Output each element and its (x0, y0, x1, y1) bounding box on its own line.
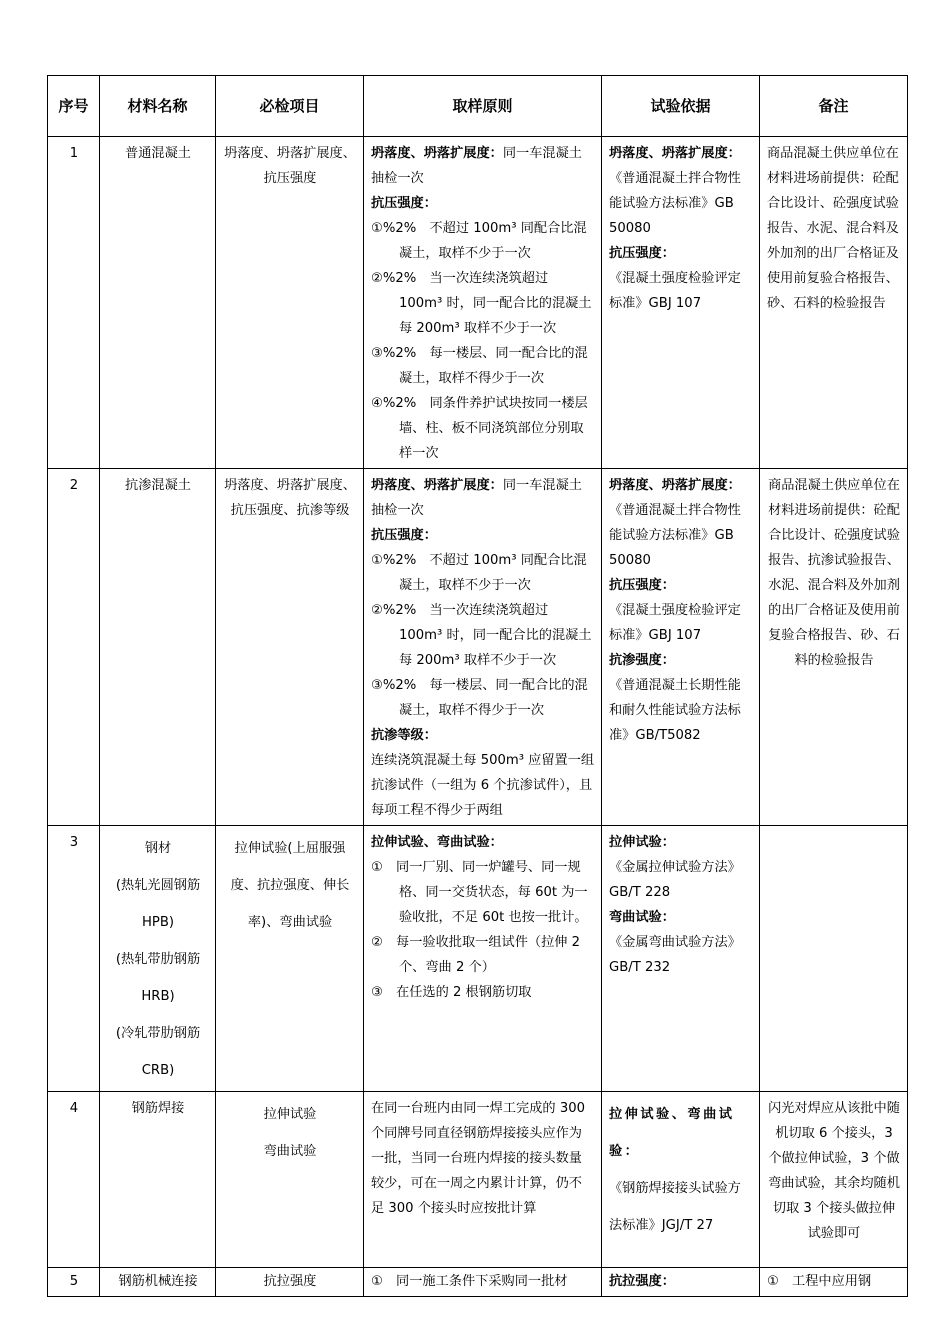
remarks: 闪光对焊应从该批中随机切取 6 个接头，3 个做拉伸试验，3 个做弯曲试验，其余均随机切取 3 个接头做拉伸试验即可 (760, 1092, 908, 1268)
table-header-row (48, 76, 908, 137)
required-tests: 拉伸试验 弯曲试验 (216, 1092, 364, 1268)
sampling-line: ② 每一验收批取一组试件（拉伸 2 个、弯曲 2 个） (371, 935, 581, 975)
test-basis: 抗拉强度： (602, 1268, 760, 1297)
material-name: 钢筋机械连接 (100, 1268, 216, 1297)
sampling-line: 坍落度、坍落扩展度：同一车混凝土抽检一次 (371, 146, 582, 186)
sampling-line: ③%2% 每一楼层、同一配合比的混凝土，取样不得少于一次 (371, 346, 588, 386)
sampling-line: ④%2% 同条件养护试块按同一楼层墙、柱、板不同浇筑部位分别取样一次 (371, 396, 588, 461)
table-row (48, 1268, 908, 1297)
test-basis: 坍落度、坍落扩展度：《普通混凝土拌合物性能试验方法标准》GB 50080 抗压强度： 《混凝土强度检验评定标准》GBJ 107 (602, 137, 760, 469)
sampling-line: ① 同一厂别、同一炉罐号、同一规格、同一交货状态，每 60t 为一验收批，不足 60t 也按一批计。 (371, 860, 588, 925)
sampling-rules (364, 826, 602, 1092)
required-tests: 拉伸试验(上屈服强度、抗拉强度、伸长率)、弯曲试验 (216, 826, 364, 1092)
header-sampling-rules: 取样原则 (364, 76, 602, 137)
row-index: 4 (48, 1092, 100, 1268)
header-required-tests: 必检项目 (216, 76, 364, 137)
sampling-rules: ① 同一施工条件下采购同一批材 (364, 1268, 602, 1297)
sampling-line: ②%2% 当一次连续浇筑超过 100m³ 时，同一配合比的混凝土每 200m³ 取样不少于一次 (371, 603, 592, 668)
required-tests: 抗拉强度 (216, 1268, 364, 1297)
sampling-line: ①%2% 不超过 100m³ 同配合比混凝土，取样不少于一次 (371, 553, 587, 593)
header-index: 序号 (48, 76, 100, 137)
material-name: 抗渗混凝土 (100, 469, 216, 826)
test-basis: 坍落度、坍落扩展度：《普通混凝土拌合物性能试验方法标准》GB 50080 抗压强度： 《混凝土强度检验评定标准》GBJ 107 抗渗强度： 《普通混凝土长期性能和耐久性能试验方法标准》GB/T5082 (602, 469, 760, 826)
sampling-line: ③%2% 每一楼层、同一配合比的混凝土，取样不得少于一次 (371, 678, 588, 718)
test-basis: 拉伸试验： 《金属拉伸试验方法》GB/T 228 弯曲试验： 《金属弯曲试验方法》GB/T 232 (602, 826, 760, 1092)
table-row (48, 1092, 908, 1268)
inspection-table (47, 75, 908, 1297)
material-name: 普通混凝土 (100, 137, 216, 469)
sampling-line: ③ 在任选的 2 根钢筋切取 (371, 985, 532, 1000)
sampling-line: ①%2% 不超过 100m³ 同配合比混凝土，取样不少于一次 (371, 221, 587, 261)
material-name: 钢材 (热轧光圆钢筋 HPB) (热轧带肋钢筋 HRB) (冷轧带肋钢筋 CRB) (100, 826, 216, 1092)
header-test-basis: 试验依据 (602, 76, 760, 137)
sampling-line: ②%2% 当一次连续浇筑超过 100m³ 时，同一配合比的混凝土每 200m³ 取样不少于一次 (371, 271, 592, 336)
sampling-rules: 在同一台班内由同一焊工完成的 300 个同牌号同直径钢筋焊接接头应作为一批，当同一台班内焊接的接头数量较少，可在一周之内累计计算，仍不足 300 个接头时应按批计算 (364, 1092, 602, 1268)
sampling-line: 拉伸试验、弯曲试验： (371, 835, 503, 850)
header-material-name: 材料名称 (100, 76, 216, 137)
remarks (760, 826, 908, 1092)
table-row (48, 826, 908, 1092)
table-row (48, 469, 908, 826)
sampling-line: 抗压强度： (371, 196, 437, 211)
sampling-line: 抗渗等级： (371, 728, 437, 743)
sampling-line: 连续浇筑混凝土每 500m³ 应留置一组抗渗试件（一组为 6 个抗渗试件），且每项工程不得少于两组 (371, 753, 595, 818)
header-remarks: 备注 (760, 76, 908, 137)
remarks: 商品混凝土供应单位在材料进场前提供：砼配合比设计、砼强度试验报告、水泥、混合料及外加剂的出厂合格证及使用前复验合格报告、砂、石料的检验报告 (760, 137, 908, 469)
sampling-line: 抗压强度： (371, 528, 437, 543)
remarks: 商品混凝土供应单位在材料进场前提供：砼配合比设计、砼强度试验报告、抗渗试验报告、水泥、混合料及外加剂的出厂合格证及使用前复验合格报告、砂、石料的检验报告 (760, 469, 908, 826)
material-name: 钢筋焊接 (100, 1092, 216, 1268)
test-basis: 拉伸试验、弯曲试验： 《钢筋焊接接头试验方法标准》JGJ/T 27 (602, 1092, 760, 1268)
sampling-rules (364, 469, 602, 826)
row-index: 3 (48, 826, 100, 1092)
sampling-line: 坍落度、坍落扩展度：同一车混凝土抽检一次 (371, 478, 582, 518)
row-index: 2 (48, 469, 100, 826)
remarks: ① 工程中应用钢 (760, 1268, 908, 1297)
required-tests: 坍落度、坍落扩展度、抗压强度、抗渗等级 (216, 469, 364, 826)
table-row (48, 137, 908, 469)
row-index: 5 (48, 1268, 100, 1297)
sampling-rules (364, 137, 602, 469)
required-tests: 坍落度、坍落扩展度、抗压强度 (216, 137, 364, 469)
row-index: 1 (48, 137, 100, 469)
